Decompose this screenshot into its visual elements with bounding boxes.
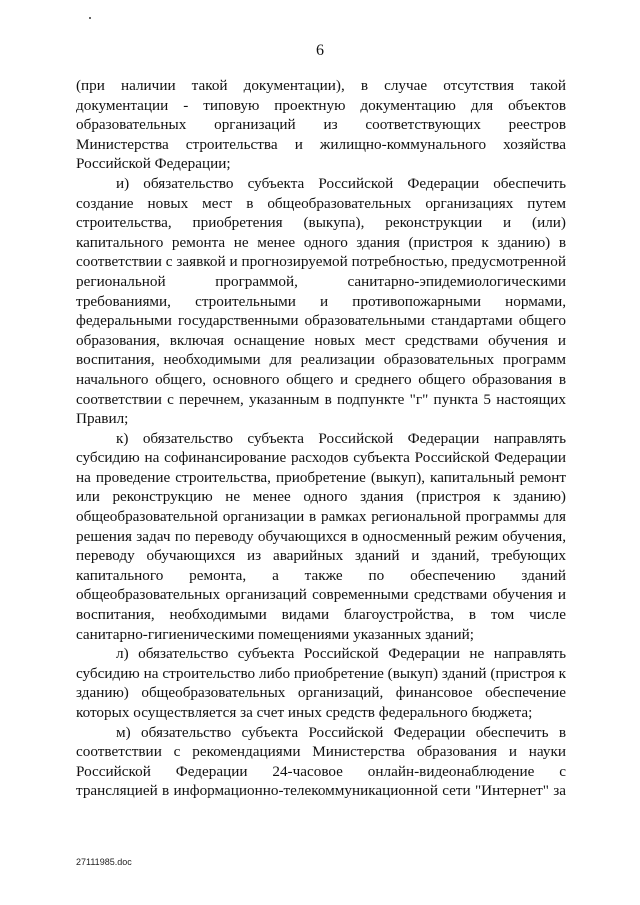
- scan-mark: [89, 17, 91, 19]
- paragraph-item-i: и) обязательство субъекта Российской Федерации обеспечить создание новых мест в общеобразовательных организациях путем строительства, приобретения (выкупа), реконструкции и (или) капитального ремонта не менее одного здания (пристроя к зданию) в соответствии с заявкой и прогнозируемой потребностью, предусмотренной региональной программой, санитарно-эпидемиологическими требованиями, строительными и противопожарными нормами, федеральными государственными образовательными стандартами общего образования, включая оснащение новых мест средствами обучения и воспитания, необходимыми для реализации образовательных программ начального общего, основного общего и среднего общего образования в соответствии с перечнем, указанным в подпункте "г" пункта 5 настоящих Правил;: [76, 174, 566, 428]
- paragraph-item-k: к) обязательство субъекта Российской Федерации направлять субсидию на софинансирование расходов субъекта Российской Федерации на проведение строительства, приобретение (выкуп), капитальный ремонт или реконструкцию не менее одного здания (пристроя к зданию) общеобразовательной организации в рамках региональной программы для решения задач по переводу обучающихся в односменный режим обучения, переводу обучающихся из аварийных зданий и зданий, требующих капитального ремонта, а также по обеспечению зданий общеобразовательных организаций современными средствами обучения и воспитания, необходимыми видами благоустройства, в том числе санитарно-гигиеническими помещениями указанных зданий;: [76, 429, 566, 643]
- footer-filename: 27111985.doc: [76, 857, 132, 867]
- document-body: [76, 76, 566, 801]
- paragraph-item-m: м) обязательство субъекта Российской Федерации обеспечить в соответствии с рекомендациями Министерства образования и науки Российской Федерации 24-часовое онлайн-видеонаблюдение с трансляцией в информационно-телекоммуникационной сети "Интернет" за: [76, 723, 566, 800]
- page-number: 6: [316, 42, 324, 59]
- paragraph-item-l: л) обязательство субъекта Российской Федерации не направлять субсидию на строительство либо приобретение (выкуп) зданий (пристроя к зданию) общеобразовательных организаций, финансовое обеспечение которых осуществляется за счет иных средств федерального бюджета;: [76, 645, 566, 721]
- paragraph-continuation: (при наличии такой документации), в случае отсутствия такой документации - типовую проектную документацию для объектов образовательных организаций из соответствующих реестров Министерства строительства и жилищно-коммунального хозяйства Российской Федерации;: [76, 77, 566, 173]
